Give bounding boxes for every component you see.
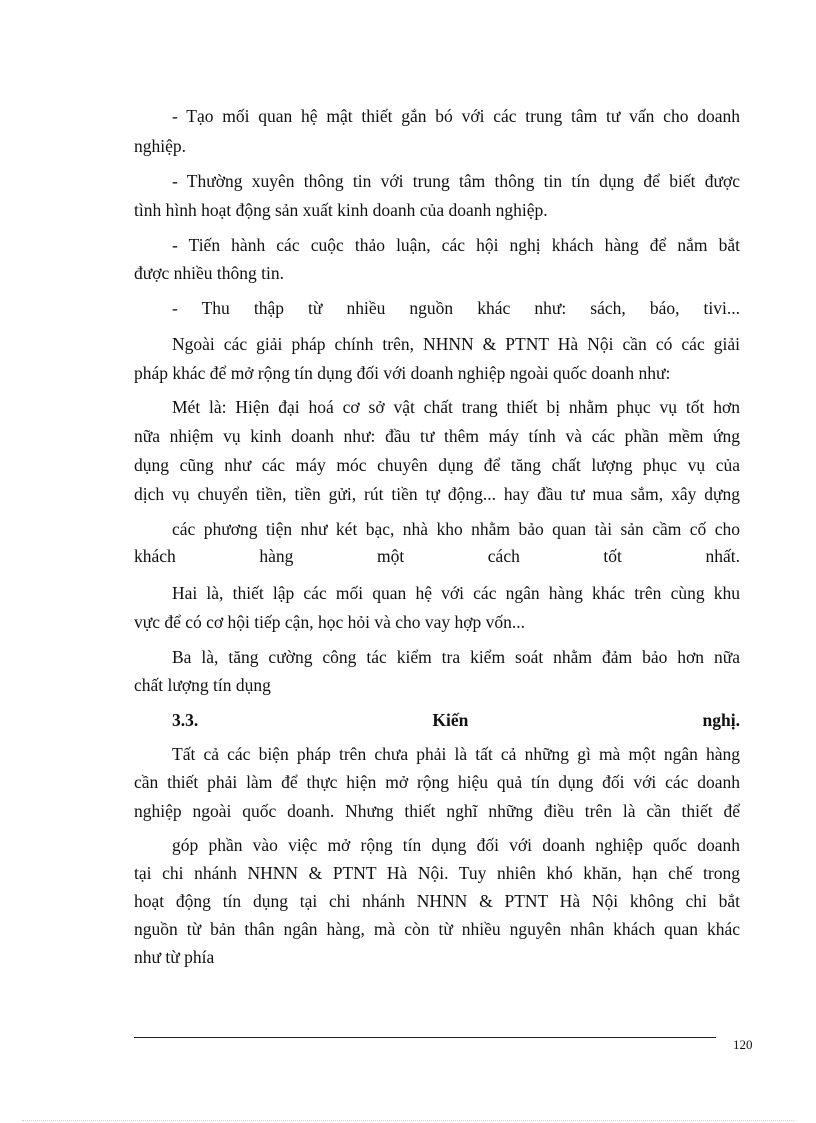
page-number: 120 xyxy=(733,1037,753,1052)
paragraph-line: Tất cả các biện pháp trên chưa phải là tất cả những gì mà một ngân hàng xyxy=(172,744,740,764)
paragraph-line: nữa nhiệm vụ kinh doanh như: đầu tư thêm máy tính và các phần mềm ứng xyxy=(134,426,740,446)
paragraph-line: Ba là, tăng cường công tác kiểm tra kiểm soát nhằm đảm bảo hơn nữa xyxy=(172,647,740,667)
paragraph-line: cần thiết phải làm để thực hiện mở rộng hiệu quả tín dụng đối với các doanh xyxy=(134,772,740,792)
paragraph-line: nghiệp ngoài quốc doanh. Nhưng thiết nghĩ những điều trên là cần thiết để xyxy=(134,801,740,821)
paragraph-line: tại chi nhánh NHNN & PTNT Hà Nội. Tuy nhiên khó khăn, hạn chế trong xyxy=(134,863,740,883)
paragraph-line: tình hình hoạt động sản xuất kinh doanh của doanh nghiệp. xyxy=(134,200,548,220)
footer-rule xyxy=(134,1037,716,1038)
paragraph-line: góp phần vào việc mở rộng tín dụng đối với doanh nghiệp quốc doanh xyxy=(172,835,740,855)
paragraph-line: khách hàng một cách tốt nhất. xyxy=(134,546,740,566)
paragraph-line: Mét là: Hiện đại hoá cơ sở vật chất trang thiết bị nhằm phục vụ tốt hơn xyxy=(172,397,740,417)
paragraph-line: các phương tiện như két bạc, nhà kho nhằm bảo quan tài sản cầm cố cho xyxy=(172,519,740,539)
paragraph-line: như từ phía xyxy=(134,947,215,967)
paragraph-line: dụng cũng như các máy móc chuyên dụng để tăng chất lượng phục vụ của xyxy=(134,455,740,475)
section-title-word: Kiến xyxy=(432,710,469,730)
paragraph-line: được nhiều thông tin. xyxy=(134,263,284,283)
paragraph-line: nghiệp. xyxy=(134,136,187,156)
paragraph-line: - Thu thập từ nhiều nguồn khác như: sách, báo, tivi... xyxy=(172,298,740,318)
paragraph-line: Hai là, thiết lập các mối quan hệ với các ngân hàng khác trên cùng khu xyxy=(172,583,740,603)
paragraph-line: pháp khác để mở rộng tín dụng đối với doanh nghiệp ngoài quốc doanh như: xyxy=(134,363,671,383)
section-number: 3.3. xyxy=(172,710,199,730)
paragraph-line: Ngoài các giải pháp chính trên, NHNN & PTNT Hà Nội cần có các giải xyxy=(172,334,740,354)
paragraph-line: nguồn từ bản thân ngân hàng, mà còn từ nhiều nguyên nhân khách quan khác xyxy=(134,919,740,939)
paragraph-line: chất lượng tín dụng xyxy=(134,675,271,695)
paragraph-line: - Tiến hành các cuộc thảo luận, các hội nghị khách hàng để nắm bắt xyxy=(172,235,740,255)
section-heading xyxy=(172,709,740,731)
paragraph-line: dịch vụ chuyển tiền, tiền gửi, rút tiền tự động... hay đầu tư mua sắm, xây dựng xyxy=(134,484,740,504)
paragraph-line: - Thường xuyên thông tin với trung tâm thông tin tín dụng để biết được xyxy=(172,171,740,191)
paragraph-line: hoạt động tín dụng tại chi nhánh NHNN & PTNT Hà Nội không chỉ bắt xyxy=(134,891,740,911)
page-bottom-border xyxy=(22,1120,794,1121)
section-title-word: nghị. xyxy=(702,710,740,730)
paragraph-line: vực để có cơ hội tiếp cận, học hỏi và cho vay hợp vốn... xyxy=(134,612,526,632)
paragraph-line: - Tạo mối quan hệ mật thiết gắn bó với các trung tâm tư vấn cho doanh xyxy=(172,106,740,126)
